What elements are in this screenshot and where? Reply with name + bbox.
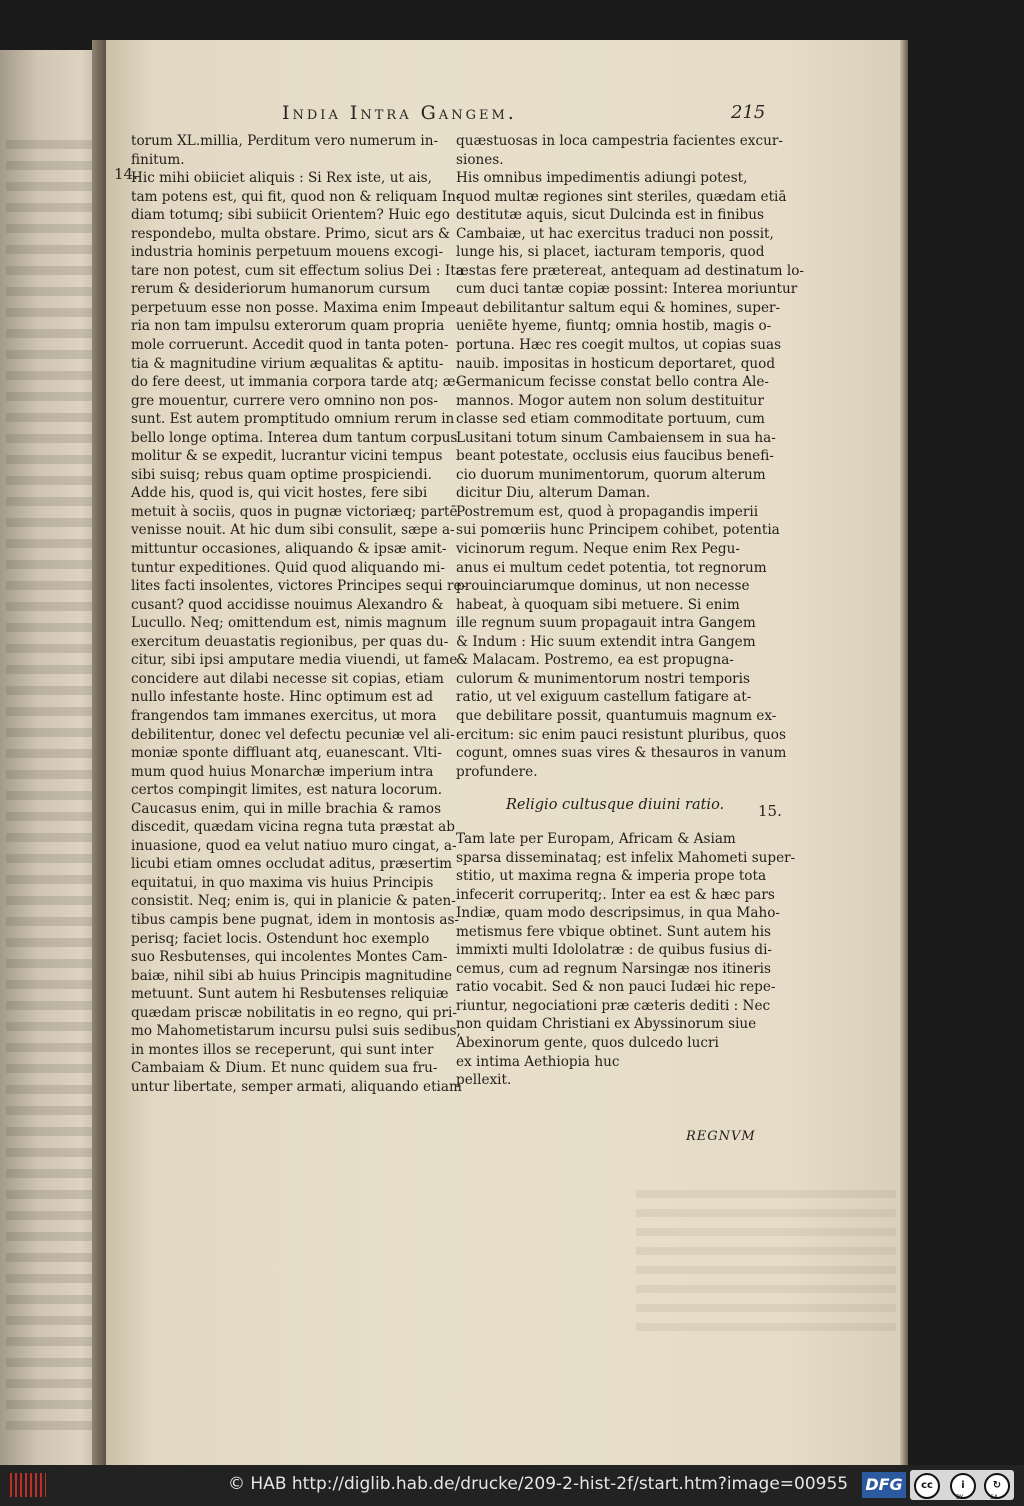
text-line: mum quod huius Monarchæ imperium intra xyxy=(131,763,434,780)
text-line: nauib. impositas in hosticum deportaret, quod xyxy=(456,355,776,372)
text-line: rerum & desideriorum humanorum cursum xyxy=(131,281,431,298)
text-line: tibus campis bene pugnat, idem in montosis as- xyxy=(131,911,460,928)
text-line: licubi etiam omnes occludat aditus, præsertim xyxy=(131,856,453,873)
section-heading: Religio cultusque diuini ratio. xyxy=(506,797,725,813)
text-line: Germanicum fecisse constat bello contra Ale- xyxy=(456,374,770,391)
text-line: tuntur expeditiones. Quid quod aliquando mi- xyxy=(131,559,446,576)
text-line: immixti multi Idololatræ : de quibus fusius di- xyxy=(456,942,773,959)
text-line: metismus fere vbique obtinet. Sunt autem his xyxy=(456,923,772,940)
text-line: exercitum deuastatis regionibus, per quas du- xyxy=(131,633,449,650)
text-line: Cambaiæ, ut hac exercitus traduci non possit, xyxy=(456,225,774,242)
license-badge[interactable] xyxy=(910,1470,1014,1500)
text-line: metuit à sociis, quos in pugnæ victoriæq; partē xyxy=(131,503,458,520)
text-line: Abexinorum gente, quos dulcedo lucri xyxy=(456,1035,719,1052)
text-line: & Malacam. Postremo, ea est propugna- xyxy=(456,652,734,669)
text-line: Tam late per Europam, Africam & Asiam xyxy=(456,831,736,847)
text-line: ratio vocabit. Sed & non pauci Iudæi hic repe- xyxy=(456,979,776,996)
text-line: non quidam Christiani ex Abyssinorum siue xyxy=(456,1016,757,1033)
text-line: Cambaiam & Dium. Et nunc quidem sua fru- xyxy=(131,1060,438,1077)
text-line: vicinorum regum. Neque enim Rex Pegu- xyxy=(456,541,740,558)
text-line: equitatui, in quo maxima vis huius Principis xyxy=(131,874,434,891)
text-line: quædam priscæ nobilitatis in eo regno, qui pri- xyxy=(131,1004,457,1021)
text-line: stitio, ut maxima regna & imperia prope tota xyxy=(456,868,767,885)
facing-page-text-shadow xyxy=(6,140,96,1440)
margin-number: 15. xyxy=(758,802,782,820)
text-line: Postremum est, quod à propagandis imperii xyxy=(456,503,759,520)
text-line: lites facti insolentes, victores Principes sequi re- xyxy=(131,578,467,595)
barcode-icon xyxy=(10,1473,46,1497)
text-line: ex intima Aethiopia huc xyxy=(456,1053,620,1070)
text-line: Adde his, quod is, qui vicit hostes, fere sibi xyxy=(131,485,428,502)
text-line: torum XL.millia, Perditum vero numerum in- xyxy=(131,133,439,149)
text-line: bello longe optima. Interea dum tantum corpus xyxy=(131,429,458,446)
text-line: certos compingit limites, est natura locorum. xyxy=(131,782,443,799)
text-line: citur, sibi ipsi amputare media viuendi, ut fame xyxy=(131,652,458,669)
text-line: Indiæ, quam modo descripsimus, in qua Maho- xyxy=(456,905,780,922)
text-line: discedit, quædam vicina regna tuta præstat ab xyxy=(131,819,455,836)
page-edge xyxy=(900,40,908,1465)
section-text xyxy=(456,830,796,1090)
text-line: ercitum: sic enim pauci resistunt pluribus, quos xyxy=(456,726,786,743)
text-line: metuunt. Sunt autem hi Resbutenses reliquiæ xyxy=(131,986,449,1003)
running-head: India Intra Gangem. xyxy=(282,102,517,124)
text-line: nullo infestante hoste. Hinc optimum est ad xyxy=(131,689,434,706)
text-line: moniæ sponte diffluant atq, euanescant. Vlti- xyxy=(131,745,442,762)
copyright-link[interactable]: © HAB http://diglib.hab.de/drucke/209-2-hist-2f/start.htm?image=00955 xyxy=(228,1474,849,1494)
text-line: consistit. Neq; enim is, qui in planicie & paten- xyxy=(131,893,456,910)
text-line: respondebo, multa obstare. Primo, sicut ars & xyxy=(131,225,451,242)
text-line: perisq; faciet locis. Ostendunt hoc exemplo xyxy=(131,930,430,947)
text-line: tam potens est, qui fit, quod non & reliquam In- xyxy=(131,188,461,205)
text-line: cemus, cum ad regnum Narsingæ nos itineris xyxy=(456,960,771,977)
text-line: industria hominis perpetuum mouens excogi- xyxy=(131,244,444,261)
text-line: inuasione, quod ea velut natiuo muro cingat, a- xyxy=(131,837,457,854)
margin-number: 14. xyxy=(114,165,138,183)
text-line: mole corruerunt. Accedit quod in tanta poten- xyxy=(131,337,449,354)
text-line: culorum & munimentorum nostri temporis xyxy=(456,670,750,687)
text-line: cio duorum munimentorum, quorum alterum xyxy=(456,466,766,483)
text-line: Lucullo. Neq; omittendum est, nimis magnum xyxy=(131,615,447,632)
catchword: REGNVM xyxy=(686,1129,756,1144)
license-sa-label: SA xyxy=(990,1494,999,1501)
text-line: riuntur, negociationi præ cæteris dediti : Nec xyxy=(456,997,771,1014)
text-line: dicitur Diu, alterum Daman. xyxy=(456,485,651,502)
text-line: sunt. Est autem promptitudo omnium rerum in xyxy=(131,411,455,428)
text-line: untur libertate, semper armati, aliquando etiam xyxy=(131,1078,462,1095)
show-through-text xyxy=(636,1190,896,1340)
book-page xyxy=(106,40,906,1465)
sa-icon: ↻ xyxy=(984,1473,1010,1499)
text-line: ria non tam impulsu exterorum quam propria xyxy=(131,318,445,335)
text-line: portuna. Hæc res coegit multos, ut copias suas xyxy=(456,337,782,354)
text-line: gre mouentur, currere vero omnino non pos- xyxy=(131,392,438,409)
text-line: classe sed etiam commoditate portuum, cum xyxy=(456,411,765,428)
viewer-footer xyxy=(0,1465,1024,1506)
text-line: beant potestate, occlusis eius faucibus benefi- xyxy=(456,448,774,465)
text-line: infecerit corruperitq;. Inter ea est & hæc pars xyxy=(456,886,775,903)
text-line: Lusitani totum sinum Cambaiensem in sua ha- xyxy=(456,429,776,446)
text-line: venisse nouit. At hic dum sibi consulit, sæpe a- xyxy=(131,522,455,539)
text-line: do fere deest, ut immania corpora tarde atq; æ- xyxy=(131,374,461,391)
text-line: ille regnum suum propagauit intra Gangem xyxy=(456,615,756,632)
text-line: His omnibus impedimentis adiungi potest, xyxy=(456,170,748,187)
text-line: concidere aut dilabi necesse sit copias, etiam xyxy=(131,670,444,687)
text-line: perpetuum esse non posse. Maxima enim Impe- xyxy=(131,299,461,316)
right-text-column xyxy=(456,132,805,781)
text-line: tia & magnitudine virium æqualitas & aptitu- xyxy=(131,355,444,372)
text-line: mannos. Mogor autem non solum destituitur xyxy=(456,392,764,409)
text-line: sparsa disseminataq; est infelix Mahometi super- xyxy=(456,849,796,866)
text-line: que debilitare possit, quantumuis magnum ex- xyxy=(456,707,777,724)
text-line: aut debilitantur saltum equi & homines, super- xyxy=(456,299,781,316)
text-line: suo Resbutenses, qui incolentes Montes Cam- xyxy=(131,949,448,966)
text-line: Caucasus enim, qui in mille brachia & ramos xyxy=(131,800,442,817)
text-line: ueniēte hyeme, fiuntq; omnia hostib, magis o- xyxy=(456,318,772,335)
text-line: Hic mihi obiiciet aliquis : Si Rex iste, ut ais, xyxy=(131,170,432,187)
text-line: mo Mahometistarum incursu pulsi suis sedibus, xyxy=(131,1023,461,1040)
left-text-column xyxy=(131,132,467,1096)
text-line: & Indum : Hic suum extendit intra Gangem xyxy=(456,633,756,650)
by-icon: i xyxy=(950,1473,976,1499)
page-number: 215 xyxy=(731,102,766,123)
text-line: cogunt, omnes suas vires & thesauros in vanum xyxy=(456,745,787,762)
text-line: cum duci tantæ copiæ possint: Interea moriuntur xyxy=(456,281,798,298)
text-line: tare non potest, cum sit effectum solius Dei : Ita xyxy=(131,262,464,279)
text-line: in montes illos se receperunt, qui sunt inter xyxy=(131,1041,434,1058)
cc-icon: cc xyxy=(914,1473,940,1499)
text-line: diam totumq; sibi subiicit Orientem? Huic ego xyxy=(131,207,450,224)
text-line: profundere. xyxy=(456,763,538,780)
text-line: destitutæ aquis, sicut Dulcinda est in finibus xyxy=(456,207,764,224)
text-line: mittuntur occasiones, aliquando & ipsæ amit- xyxy=(131,541,447,558)
text-line: sui pomœriis hunc Principem cohibet, potentia xyxy=(456,522,780,539)
text-line: æstas fere prætereat, antequam ad destinatum lo- xyxy=(456,262,805,279)
text-line: quod multæ regiones sint steriles, quædam etiā xyxy=(456,188,787,205)
text-line: sibi suisq; rebus quam optime prospiciendi. xyxy=(131,466,432,483)
dfg-logo[interactable]: DFG xyxy=(862,1472,906,1498)
text-line: prouinciarumque dominus, ut non necesse xyxy=(456,578,750,595)
license-by-label: BY xyxy=(956,1494,964,1501)
text-line: habeat, à quoquam sibi metuere. Si enim xyxy=(456,596,740,613)
text-line: debilitentur, donec vel defectu pecuniæ vel ali- xyxy=(131,726,455,743)
text-line: frangendos tam immanes exercitus, ut mora xyxy=(131,707,437,724)
text-line: ratio, ut vel exiguum castellum fatigare at- xyxy=(456,689,752,706)
text-line: anus ei multum cedet potentia, tot regnorum xyxy=(456,559,767,576)
text-line: lunge his, si placet, iacturam temporis, quod xyxy=(456,244,765,261)
text-line: quæstuosas in loca campestria facientes excur- xyxy=(456,133,783,149)
text-line: finitum. xyxy=(131,151,185,168)
text-line: cusant? quod accidisse nouimus Alexandro & xyxy=(131,596,444,613)
text-line: pellexit. xyxy=(456,1072,512,1089)
text-line: molitur & se expedit, lucrantur vicini tempus xyxy=(131,448,443,465)
text-line: siones. xyxy=(456,151,504,168)
text-line: baiæ, nihil sibi ab huius Principis magnitudine xyxy=(131,967,453,984)
